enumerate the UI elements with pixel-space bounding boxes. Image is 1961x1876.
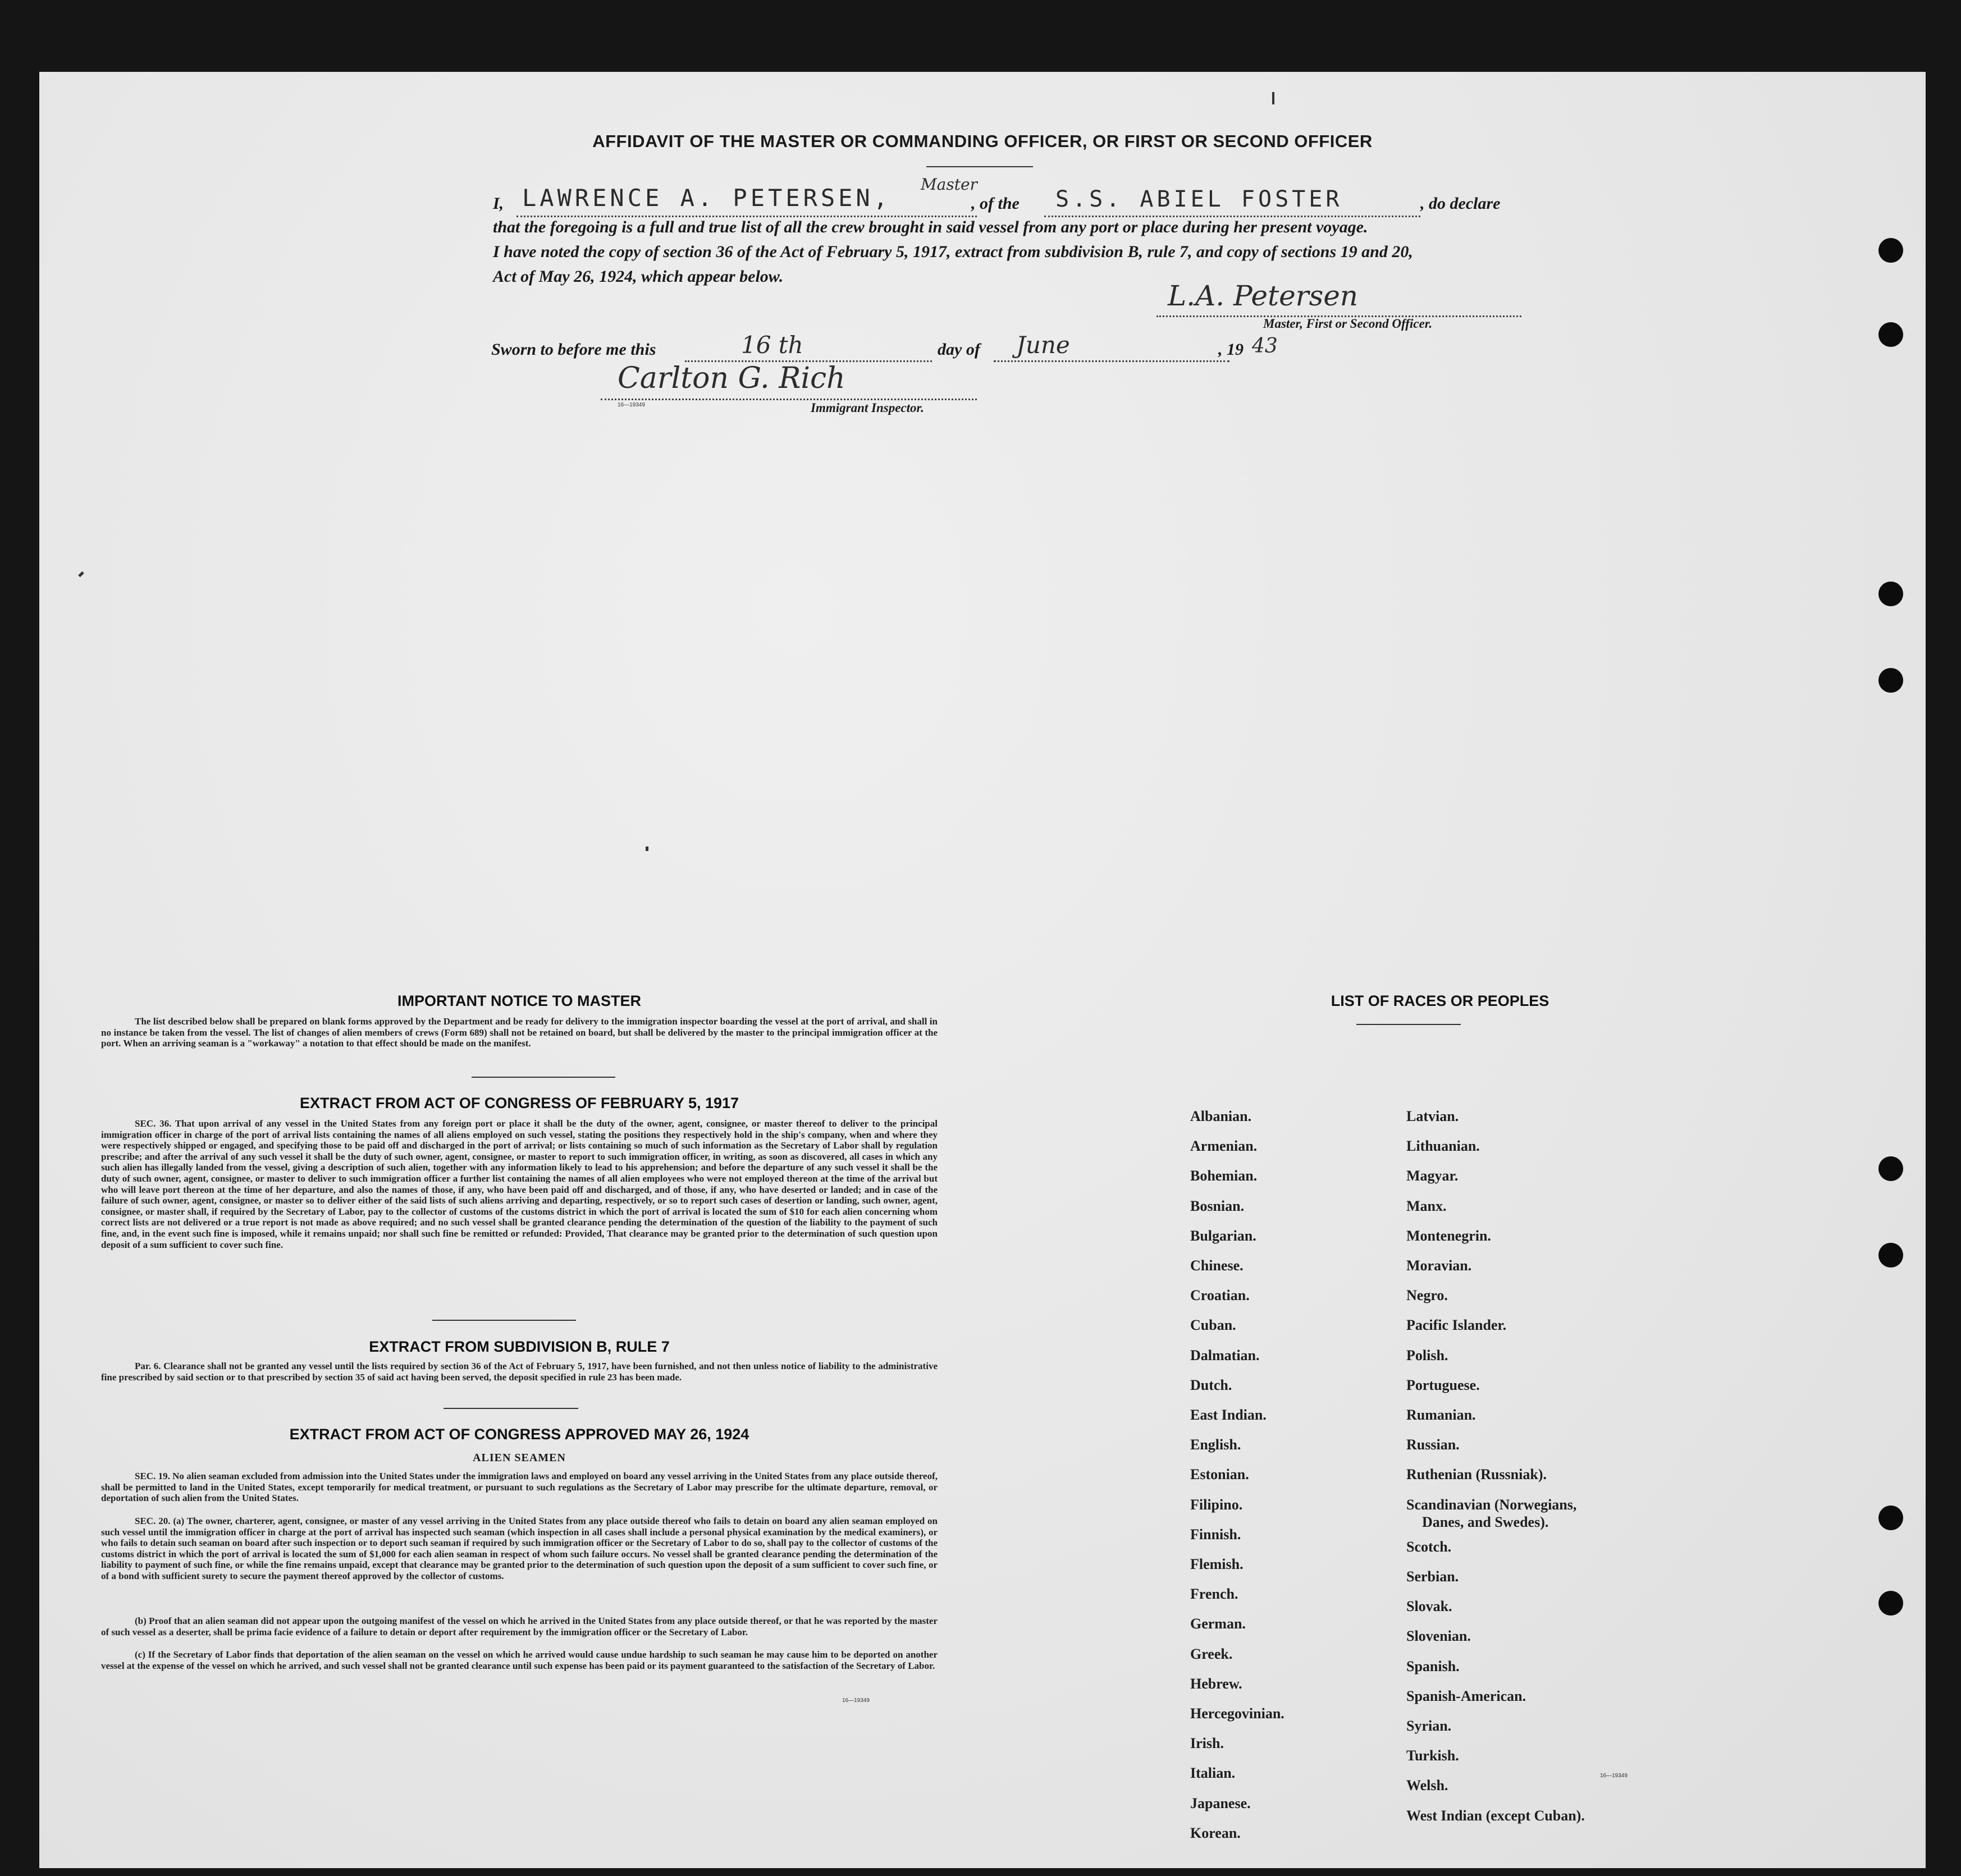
title-divider — [926, 166, 1033, 167]
month-line — [994, 360, 1229, 362]
notice-text: The list described below shall be prepared on blank forms approved by the Department and be ready for delivery to the immigration inspector boarding the vessel at the port of arrival, and shall in no instance be taken from the vessel. The list of changes of alien members of crews (Form 689) shall not be retained on board, but shall be delivered by the master to the principal immigration officer at the port. When an arriving seaman is a "workaway" a notation to that effect should be made on the manifest. — [101, 1016, 938, 1049]
race-left-item: East Indian. — [1190, 1407, 1267, 1423]
race-right-item: Moravian. — [1406, 1257, 1472, 1274]
race-right-item: Pacific Islander. — [1406, 1317, 1507, 1334]
i-label: I, — [493, 194, 504, 213]
race-left-item: Dutch. — [1190, 1376, 1232, 1393]
race-right-item: Lithuanian. — [1406, 1138, 1480, 1155]
race-left-item: Italian. — [1190, 1765, 1236, 1782]
race-left-item: Albanian. — [1190, 1108, 1252, 1124]
race-left-item: Chinese. — [1190, 1257, 1244, 1274]
race-left-item: Bohemian. — [1190, 1168, 1258, 1184]
race-right-item: Magyar. — [1406, 1168, 1459, 1184]
do-declare-label: , do declare — [1420, 194, 1501, 213]
sec20b-text: (b) Proof that an alien seaman did not appear upon the outgoing manifest of the vessel on which he arrived in the United States from any place outside thereof, or that he was reported by the master of such vessel as a deserter, shall be prima facie evidence of a failure to detain or deport after requirement by the immigration officer or the Secretary of Labor. — [101, 1616, 938, 1637]
race-right-item: Danes, and Swedes). — [1422, 1513, 1549, 1530]
margin-mark — [1272, 92, 1274, 104]
rule7-divider — [444, 1408, 578, 1409]
extract-1917-title: EXTRACT FROM ACT OF CONGRESS OF FEBRUARY 5, 1917 — [299, 1095, 739, 1111]
punch-hole — [1878, 1243, 1903, 1268]
race-right-item: Turkish. — [1406, 1747, 1459, 1764]
extract-1917-text: SEC. 36. That upon arrival of any vessel in the United States from any foreign port or place it shall be the duty of the owner, agent, consignee, or master thereof to deliver to the principal immigration officer in charge of the port of arrival lists containing the names of all aliens employed on such vessel, stating the positions they respectively hold in the ship's company, when and where they were respectively shipped or engaged, and specifying those to be paid off and discharged in the port of arrival; or lists containing so much of such information as the Secretary of Labor shall by regulation prescribe; and after the arrival of any such vessel it shall be the duty of such owner, agent, consignee, or master to report to such immigration officer, in writing, as soon as discovered, all cases in which any such alien has illegally landed from the vessel, giving a description of such alien, together with any information likely to lead to his apprehension; and before the departure of any such vessel it shall be the duty of such owner, agent, consignee, or master to deliver to such immigration officer a further list containing the names of all alien employees who were not employed thereon at the time of the arrival but who will leave port thereon at the time of her departure, and also the names of those, if any, who have been paid off and discharged, and of those, if any, who have deserted or landed; and in case of the failure of such owner, agent, consignee, or master so to deliver either of the said lists of such aliens arriving and departing, respectively, or so to report such cases of desertion or landing, such owner, agent, consignee, or master shall, if required by the Secretary of Labor, pay to the collector of customs of the customs district in which the port of arrival is located the sum of $10 for each alien concerning whom correct lists are not delivered or a true report is not made as above required; and no such vessel shall be granted clearance pending the determination of the question of the liability to the payment of such fine, and, in the event such fine is imposed, while it remains unpaid; nor shall such fine be remitted or refunded: Provided, That clearance may be granted prior to the determination of such question upon deposit of a sum sufficient to cover such fine. — [101, 1118, 938, 1250]
race-right-item: Latvian. — [1406, 1108, 1459, 1124]
race-left-item: Cuban. — [1190, 1317, 1236, 1334]
day-value: 16 th — [741, 331, 803, 359]
master-name-handwritten: LAWRENCE A. PETERSEN, — [522, 184, 892, 212]
margin-mark — [78, 571, 84, 578]
punch-hole — [1878, 322, 1903, 347]
form-number-top: 16—19349 — [618, 402, 645, 408]
year-prefix: , 19 — [1218, 340, 1244, 359]
affidavit-line-4: Act of May 26, 1924, which appear below. — [493, 267, 784, 286]
race-left-item: Greek. — [1190, 1645, 1233, 1662]
race-left-item: English. — [1190, 1436, 1241, 1453]
race-right-item: Portuguese. — [1406, 1376, 1480, 1393]
race-right-item: Manx. — [1406, 1197, 1447, 1214]
punch-hole — [1878, 1156, 1903, 1181]
day-of-label: day of — [938, 340, 980, 359]
race-left-item: Filipino. — [1190, 1496, 1243, 1513]
form-number-right: 16—19349 — [1600, 1773, 1628, 1779]
race-right-item: Negro. — [1406, 1287, 1448, 1304]
races-divider — [1356, 1024, 1461, 1025]
race-left-item: Bosnian. — [1190, 1197, 1245, 1214]
race-right-item: Polish. — [1406, 1347, 1448, 1363]
race-left-item: Bulgarian. — [1190, 1227, 1256, 1244]
rule7-text: Par. 6. Clearance shall not be granted any vessel until the lists required by section 36 of the Act of February 5, 1917, have been furnished, and not then unless notice of liability to the administrative fine prescribed by said section or to that prescribed by section 35 of said act having been served, the deposit specified in rule 23 has been made. — [101, 1361, 938, 1383]
race-left-item: Flemish. — [1190, 1556, 1244, 1572]
signature-caption: Master, First or Second Officer. — [1263, 317, 1433, 331]
master-signature: L.A. Petersen — [1168, 280, 1359, 312]
master-title-handwritten: Master — [921, 175, 977, 194]
punch-hole — [1878, 1506, 1903, 1530]
race-left-item: Irish. — [1190, 1735, 1224, 1752]
race-left-item: Dalmatian. — [1190, 1347, 1260, 1363]
inspector-signature: Carlton G. Rich — [618, 362, 845, 395]
sec19-text: SEC. 19. No alien seaman excluded from admission into the United States under the immigration laws and employed on board any vessel arriving in the United States from any place outside thereof, shall be permitted to land in the United States, except temporarily for medical treatment, or pursuant to such regulations as the Secretary of Labor may prescribe for the ultimate departure, removal, or deportation of such alien from the United States. — [101, 1471, 938, 1504]
race-right-item: Welsh. — [1406, 1777, 1448, 1794]
extract-1924-subtitle: ALIEN SEAMEN — [473, 1452, 566, 1464]
race-right-item: Serbian. — [1406, 1568, 1459, 1585]
sec20c-text: (c) If the Secretary of Labor finds that deportation of the alien seaman on the vessel on which he arrived would cause undue hardship to such seaman he may cause him to be deported on another vessel at the expense of the vessel on which he arrived, and such vessel shall not be granted clearance until such expense has been paid or its payment guaranteed to the satisfaction of the Secretary of Labor. — [101, 1649, 938, 1671]
race-right-item: Rumanian. — [1406, 1407, 1476, 1423]
race-right-item: Syrian. — [1406, 1718, 1452, 1734]
race-left-item: Hercegovinian. — [1190, 1705, 1285, 1722]
inspector-caption: Immigrant Inspector. — [811, 401, 924, 415]
race-right-item: Slovenian. — [1406, 1628, 1471, 1645]
race-left-item: French. — [1190, 1586, 1238, 1603]
punch-hole — [1878, 1591, 1903, 1616]
race-right-item: West Indian (except Cuban). — [1406, 1807, 1585, 1824]
punch-hole — [1878, 668, 1903, 693]
notice-title: IMPORTANT NOTICE TO MASTER — [397, 992, 641, 1009]
affidavit-line-3: I have noted the copy of section 36 of the Act of February 5, 1917, extract from subdivision B, rule 7, and copy of sections 19 and 20, — [493, 242, 1413, 261]
race-left-item: Finnish. — [1190, 1526, 1241, 1543]
sec20a-text: SEC. 20. (a) The owner, charterer, agent, consignee, or master of any vessel arriving in the United States from any place outside thereof who fails to detain on board any alien seaman employed on such vessel until the immigration officer in charge at the port of arrival has inspected such seaman (which inspection in all cases shall include a personal physical examination by the medical examiners), or who fails to detain such seaman on board after such inspection or to deport such seaman if required by such immigration officer or the Secretary of Labor to do so, shall pay to the collector of customs of the customs district in which the port of arrival is located the sum of $1,000 for each alien seaman in respect of whom such failure occurs. No vessel shall be granted clearance pending the determination of the liability to payment of such fine, or while the fine remains unpaid, except that clearance may be granted prior to the determination of such question upon the deposit of a sum sufficient to cover such fine, or of a bond with sufficient surety to secure the payment thereof approved by the collector of customs. — [101, 1516, 938, 1581]
race-left-item: German. — [1190, 1616, 1246, 1632]
extract-1924-title: EXTRACT FROM ACT OF CONGRESS APPROVED MAY 26, 1924 — [289, 1426, 749, 1443]
punch-hole — [1878, 582, 1903, 606]
race-right-item: Russian. — [1406, 1436, 1460, 1453]
notice-divider — [472, 1077, 615, 1078]
race-right-item: Scotch. — [1406, 1538, 1452, 1555]
race-right-item: Spanish-American. — [1406, 1687, 1526, 1704]
race-right-item: Ruthenian (Russniak). — [1406, 1466, 1547, 1483]
year-value: 43 — [1252, 335, 1278, 358]
race-left-item: Armenian. — [1190, 1138, 1258, 1155]
affidavit-title: AFFIDAVIT OF THE MASTER OR COMMANDING OFFICER, OR FIRST OR SECOND OFFICER — [592, 131, 1373, 151]
extract-1917-divider — [432, 1320, 576, 1321]
margin-mark — [646, 847, 648, 851]
races-title: LIST OF RACES OR PEOPLES — [1331, 992, 1549, 1009]
vessel-name-handwritten: S.S. ABIEL FOSTER — [1055, 186, 1343, 212]
race-left-item: Croatian. — [1190, 1287, 1250, 1304]
race-right-item: Montenegrin. — [1406, 1227, 1491, 1244]
punch-hole — [1878, 238, 1903, 263]
vessel-name-line — [1044, 216, 1420, 217]
form-number-left: 16—19349 — [842, 1697, 870, 1704]
race-left-item: Hebrew. — [1190, 1675, 1242, 1692]
race-left-item: Korean. — [1190, 1824, 1241, 1841]
of-the-label: , of the — [971, 194, 1020, 213]
master-name-line — [516, 216, 977, 217]
month-value: June — [1016, 331, 1070, 359]
document-sheet — [39, 72, 1926, 1868]
rule7-title: EXTRACT FROM SUBDIVISION B, RULE 7 — [369, 1338, 670, 1355]
race-left-item: Estonian. — [1190, 1466, 1249, 1483]
sworn-label: Sworn to before me this — [491, 340, 656, 359]
race-right-item: Spanish. — [1406, 1658, 1460, 1674]
race-right-item: Scandinavian (Norwegians, — [1406, 1496, 1577, 1513]
race-left-item: Japanese. — [1190, 1795, 1251, 1811]
race-right-item: Slovak. — [1406, 1598, 1452, 1615]
affidavit-line-2: that the foregoing is a full and true list of all the crew brought in said vessel from any port or place during her present voyage. — [493, 218, 1368, 236]
inspector-line — [601, 399, 977, 400]
